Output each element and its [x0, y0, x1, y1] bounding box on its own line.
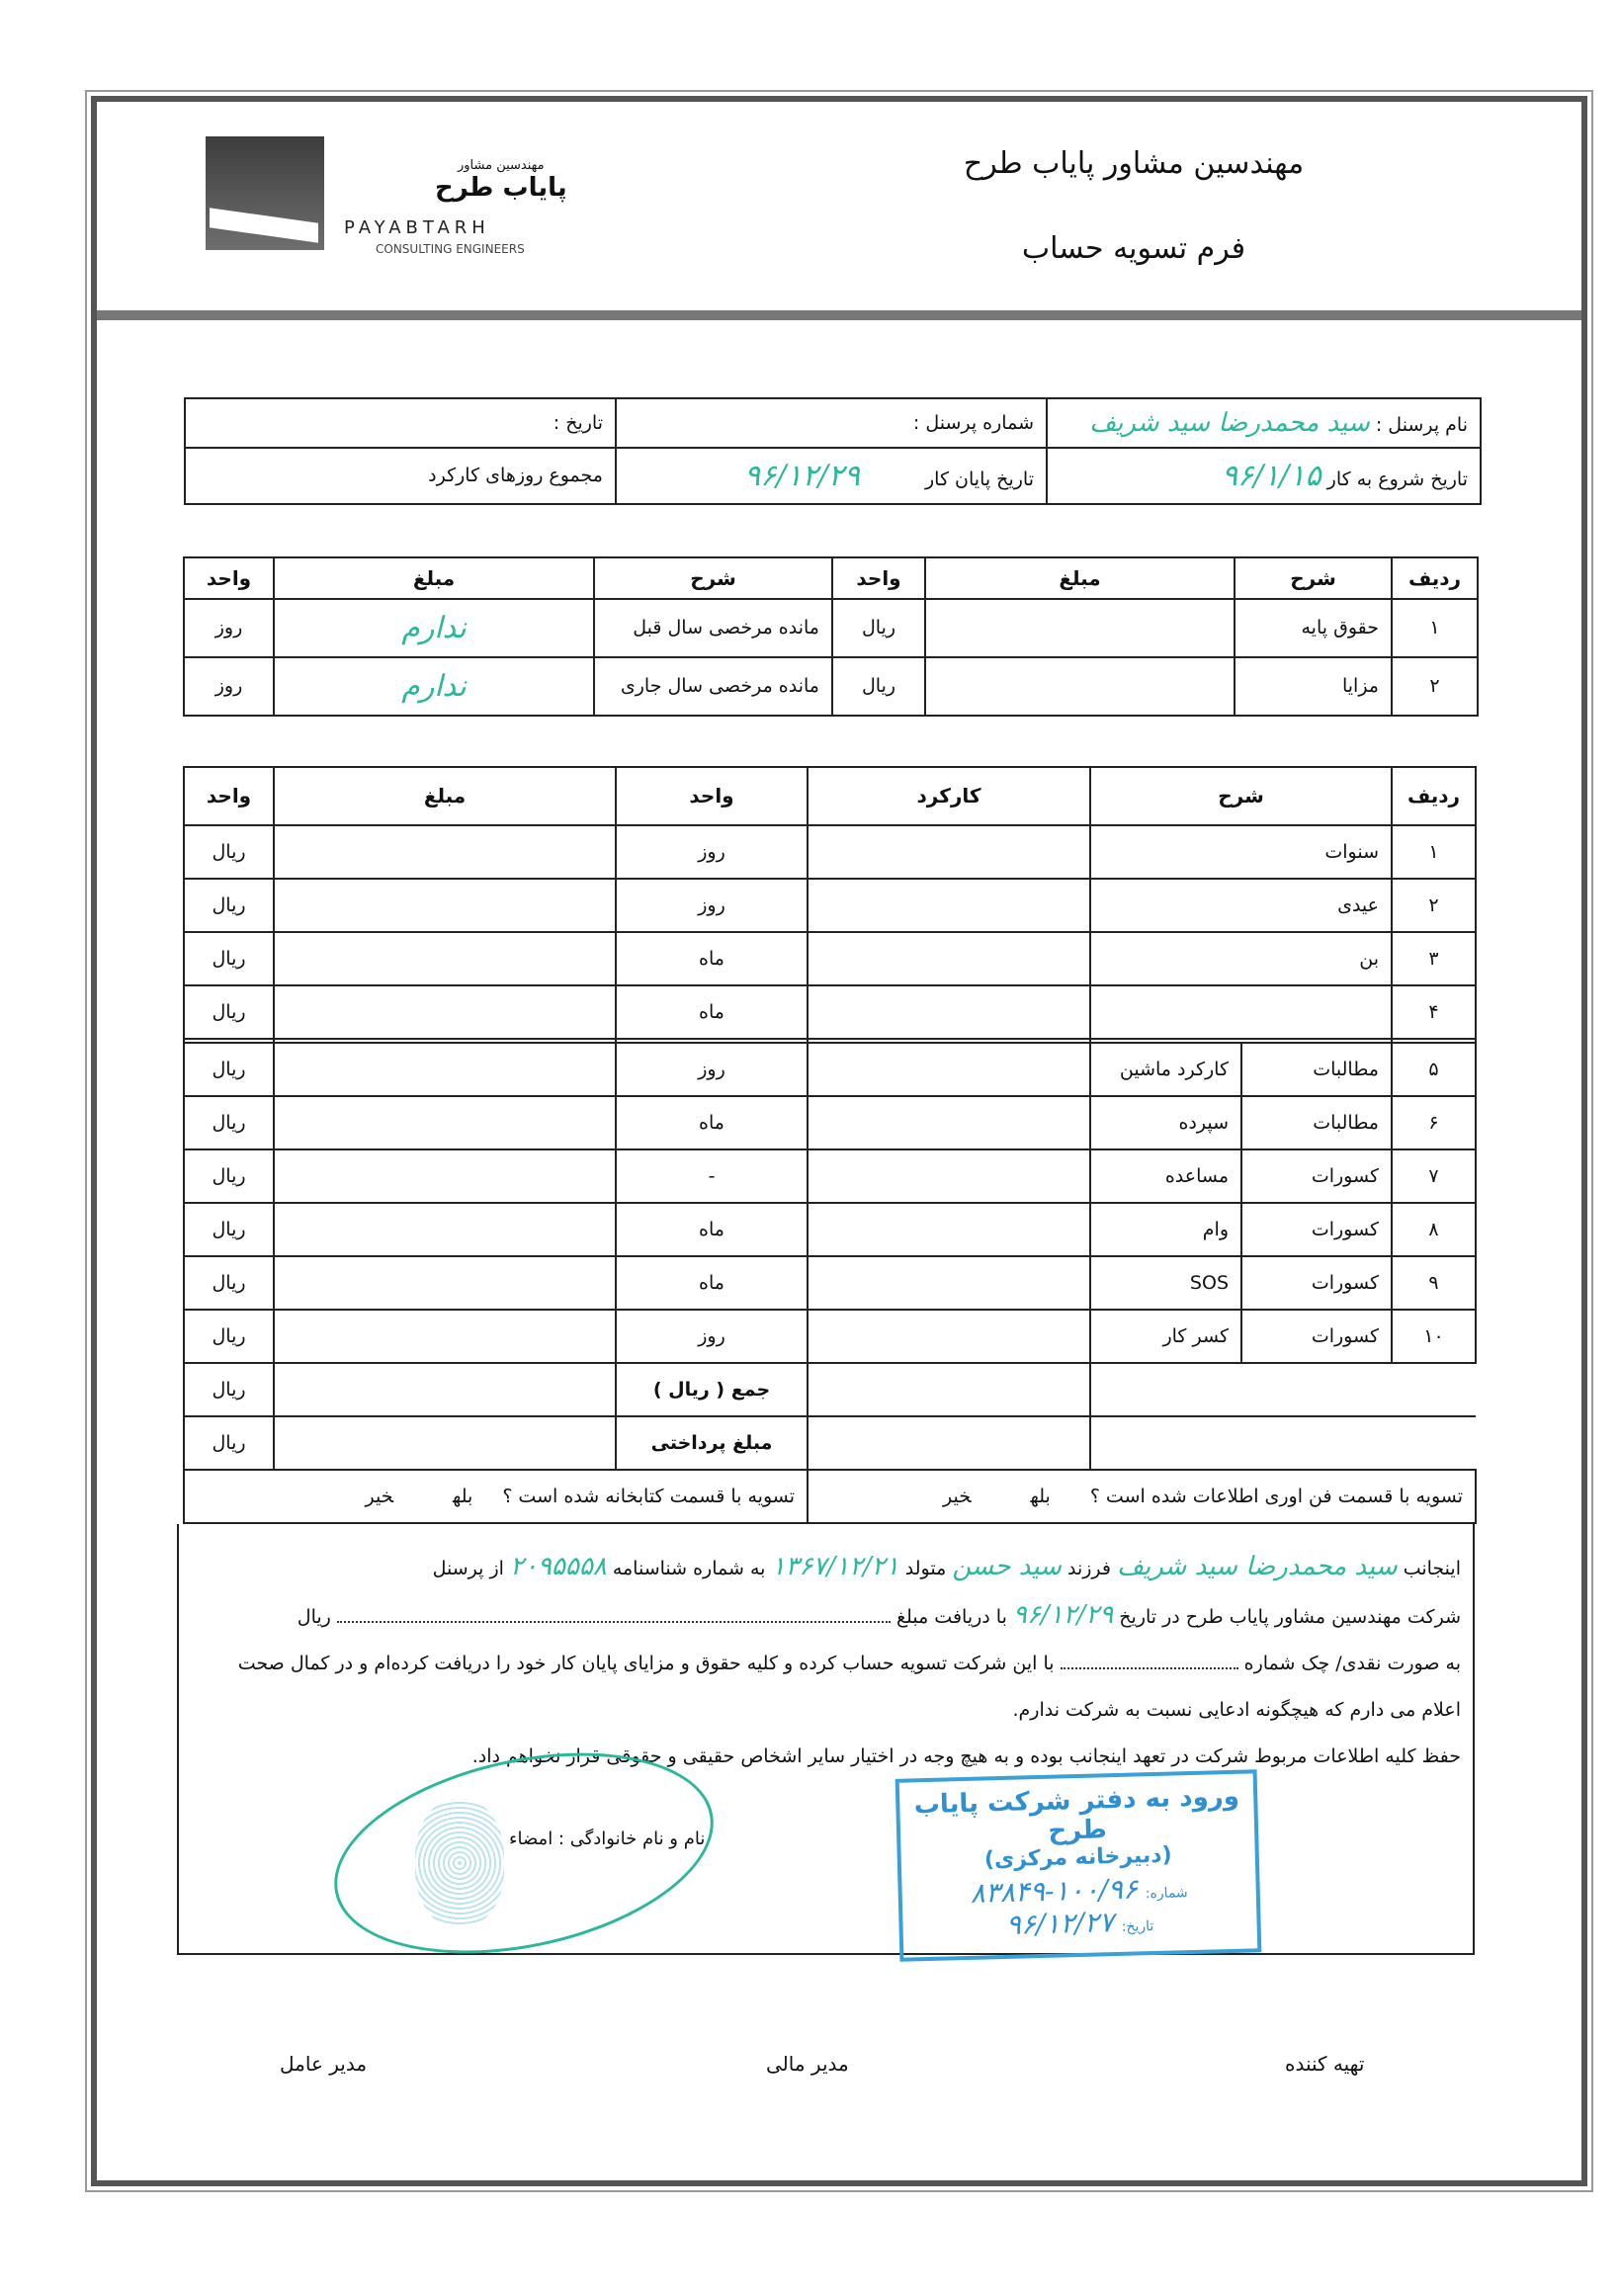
row-currency: ریال [184, 879, 274, 932]
declaration-line-4: اعلام می دارم که هیچگونه ادعایی نسبت به شرکت ندارم. [1012, 1699, 1461, 1721]
table-row [184, 1043, 1476, 1096]
row-description: سنوات [1090, 825, 1392, 879]
logo-en-sub: CONSULTING ENGINEERS [376, 242, 525, 256]
declaration-line-5: حفظ کلیه اطلاعات مربوط شرکت در تعهد اینجانب بوده و به هیچ وجه در اختیار سایر اشخاص حقیقی و حقوقی قرار نخواهم داد. [471, 1745, 1461, 1767]
row-work [808, 1149, 1090, 1203]
text: با این شرکت تسویه حساب کرده و کلیه حقوق و مزایای پایان کار خود را دریافت کرده‌ام و در کمال صحت [237, 1653, 1055, 1674]
library-question: تسویه با قسمت کتابخانه شده است ؟ [502, 1486, 795, 1507]
row-description: عیدی [1090, 879, 1392, 932]
logo-fa-small: مهندسین مشاور [458, 158, 545, 173]
it-question: تسویه با قسمت فن اوری اطلاعات شده است ؟ [1089, 1486, 1463, 1507]
stamp-number: ۱۰۰/۹۶-۸۳۸۴۹ [970, 1872, 1139, 1910]
row-amount [274, 932, 616, 985]
row-work [808, 825, 1090, 879]
column-header: شرح [1090, 767, 1392, 825]
row-work [808, 879, 1090, 932]
table-cell: ندارم [274, 599, 594, 657]
text: به صورت نقدی/ چک شماره [1243, 1653, 1461, 1674]
text: متولد [904, 1558, 947, 1579]
id-number: ۲۰۹۵۵۵۸ [510, 1552, 607, 1581]
row-unit: ماه [616, 1203, 808, 1256]
row-currency: ریال [184, 1043, 274, 1096]
row-number: ۱ [1392, 825, 1476, 879]
text: ریال [297, 1606, 331, 1628]
table-cell: ندارم [274, 657, 594, 716]
table-row [184, 657, 1478, 716]
row-description: بن [1090, 932, 1392, 985]
column-header: شرح [1235, 557, 1392, 599]
row-amount [274, 985, 616, 1039]
column-header: واحد [832, 557, 925, 599]
logo-en: PAYABTARH [344, 217, 490, 238]
personnel-no-label: شماره پرسنل : [912, 411, 1034, 434]
row-number: ۹ [1392, 1256, 1476, 1310]
end-date-value: ۹۶/۱۲/۲۹ [744, 458, 860, 493]
row-amount [274, 825, 616, 879]
column-header: مبلغ [274, 557, 594, 599]
column-header: شرح [594, 557, 832, 599]
row-amount [274, 879, 616, 932]
row-description: سپرده [1090, 1096, 1241, 1149]
end-date-cell [616, 448, 1047, 504]
row-number: ۷ [1392, 1149, 1476, 1203]
column-header: واحد [184, 557, 274, 599]
work-blank [808, 1363, 1090, 1416]
total-row-label: جمع ( ریال ) [616, 1363, 808, 1416]
spacer [1090, 1416, 1476, 1470]
personnel-no-cell [616, 398, 1047, 448]
table-cell: حقوق پایه [1235, 599, 1392, 657]
library-settlement [184, 1470, 808, 1523]
row-description [1090, 985, 1392, 1039]
signature-label: نام و نام خانوادگی : امضاء [509, 1828, 706, 1849]
stamp-date: ۹۶/۱۲/۲۷ [1005, 1906, 1115, 1941]
preparer-signature: تهیه کننده [1285, 2052, 1365, 2076]
father-name: سید حسن [952, 1552, 1062, 1581]
row-currency: ریال [184, 985, 274, 1039]
row-work [808, 1203, 1090, 1256]
table-row [184, 1149, 1476, 1203]
yes-option[interactable]: بله [1030, 1486, 1051, 1507]
row-number: ۵ [1392, 1043, 1476, 1096]
row-unit: روز [616, 1043, 808, 1096]
logo-text [435, 158, 567, 203]
text: شرکت مهندسین مشاور پایاب طرح در تاریخ [1119, 1606, 1461, 1628]
row-work [808, 932, 1090, 985]
payment-row [184, 1416, 1476, 1470]
row-work [808, 1310, 1090, 1363]
table-cell: ۲ [1392, 657, 1478, 716]
row-number: ۸ [1392, 1203, 1476, 1256]
amount-blank [274, 1416, 616, 1470]
name-label: نام پرسنل : [1375, 413, 1468, 436]
date-cell [185, 398, 616, 448]
table-row [184, 1256, 1476, 1310]
ceo-signature: مدیر عامل [280, 2052, 368, 2076]
row-category: کسورات [1241, 1256, 1392, 1310]
name-cell [1047, 398, 1481, 448]
table-row [184, 879, 1476, 932]
table-cell: مانده مرخصی سال قبل [594, 599, 832, 657]
entry-stamp [895, 1769, 1262, 1962]
table-row [184, 985, 1476, 1039]
stamp-line-1: ورود به دفتر شرکت پایاب طرح [913, 1781, 1240, 1846]
row-description: SOS [1090, 1256, 1241, 1310]
table-row [184, 1203, 1476, 1256]
row-description: کارکرد ماشین [1090, 1043, 1241, 1096]
row-work [808, 1043, 1090, 1096]
column-header: واحد [184, 767, 274, 825]
items-table [183, 766, 1477, 1524]
row-amount [274, 1203, 616, 1256]
employee-name: سید محمدرضا سید شریف [1117, 1552, 1398, 1581]
settlement-date: ۹۶/۱۲/۲۹ [1012, 1600, 1114, 1630]
row-amount [274, 1043, 616, 1096]
declaration-line-1 [191, 1544, 1461, 1592]
row-unit: ماه [616, 985, 808, 1039]
currency: ریال [184, 1363, 274, 1416]
row-unit: ماه [616, 1096, 808, 1149]
column-header: مبلغ [925, 557, 1235, 599]
row-amount [274, 1149, 616, 1203]
row-number: ۳ [1392, 932, 1476, 985]
column-header: کارکرد [808, 767, 1090, 825]
table-cell: روز [184, 599, 274, 657]
row-unit: روز [616, 879, 808, 932]
text: با دریافت مبلغ [895, 1606, 1007, 1628]
row-work [808, 1256, 1090, 1310]
start-date-label: تاریخ شروع به کار [1326, 468, 1468, 490]
row-currency: ریال [184, 1203, 274, 1256]
work-days-label: مجموع روزهای کارکرد [428, 465, 603, 487]
fingerprint [415, 1799, 504, 1927]
text: از پرسنل [432, 1558, 504, 1579]
start-date-cell [1047, 448, 1481, 504]
column-header: واحد [616, 767, 808, 825]
date-label: تاریخ : [553, 411, 603, 434]
row-category: کسورات [1241, 1310, 1392, 1363]
table-cell [925, 599, 1235, 657]
work-blank [808, 1416, 1090, 1470]
salary-header [184, 557, 1478, 599]
amount-blank [337, 1621, 891, 1623]
column-header: مبلغ [274, 767, 616, 825]
table-row [184, 1096, 1476, 1149]
declaration-line-2 [191, 1592, 1461, 1641]
work-days-cell [185, 448, 616, 504]
table-row [184, 825, 1476, 879]
row-currency: ریال [184, 825, 274, 879]
currency: ریال [184, 1416, 274, 1470]
birth-date: ۱۳۶۷/۱۲/۲۱ [771, 1552, 899, 1581]
logo-fa: پایاب طرح [435, 173, 567, 203]
finance-manager-signature: مدیر مالی [766, 2052, 849, 2076]
table-cell: ریال [832, 657, 925, 716]
text: اینجانب [1403, 1558, 1461, 1579]
row-number: ۱۰ [1392, 1310, 1476, 1363]
table-cell: ۱ [1392, 599, 1478, 657]
row-unit: - [616, 1149, 808, 1203]
table-cell [925, 657, 1235, 716]
row-description: وام [1090, 1203, 1241, 1256]
row-currency: ریال [184, 1256, 274, 1310]
row-work [808, 985, 1090, 1039]
form-title: فرم تسویه حساب [1021, 231, 1246, 266]
row-currency: ریال [184, 1149, 274, 1203]
no-option[interactable]: خیر [942, 1486, 972, 1507]
salary-table [183, 556, 1479, 717]
table-cell: ریال [832, 599, 925, 657]
amount-blank [274, 1363, 616, 1416]
text: فرزند [1067, 1558, 1112, 1579]
cheque-blank [1061, 1667, 1238, 1669]
no-option[interactable]: خیر [365, 1486, 393, 1507]
row-category: کسورات [1241, 1149, 1392, 1203]
items-header [184, 767, 1476, 825]
column-header: ردیف [1392, 767, 1476, 825]
row-unit: روز [616, 825, 808, 879]
row-description: کسر کار [1090, 1310, 1241, 1363]
table-cell: مزایا [1235, 657, 1392, 716]
row-category: مطالبات [1241, 1096, 1392, 1149]
row-number: ۶ [1392, 1096, 1476, 1149]
stamp-date-label: تاریخ: [1121, 1918, 1154, 1935]
table-row [184, 599, 1478, 657]
text: به شماره شناسنامه [612, 1558, 766, 1579]
name-value: سید محمدرضا سید شریف [1089, 407, 1370, 438]
it-settlement [808, 1470, 1476, 1523]
declaration-line-3 [191, 1641, 1461, 1687]
table-row [184, 932, 1476, 985]
stamp-line-2: (دبیرخانه مرکزی) [983, 1842, 1172, 1873]
table-cell: روز [184, 657, 274, 716]
table-cell: مانده مرخصی سال جاری [594, 657, 832, 716]
table-row [184, 1310, 1476, 1363]
spacer [1090, 1363, 1476, 1416]
row-amount [274, 1256, 616, 1310]
row-amount [274, 1096, 616, 1149]
row-unit: روز [616, 1310, 808, 1363]
row-currency: ریال [184, 1310, 274, 1363]
row-number: ۲ [1392, 879, 1476, 932]
end-date-label: تاریخ پایان کار [924, 468, 1034, 490]
row-description: مساعده [1090, 1149, 1241, 1203]
row-work [808, 1096, 1090, 1149]
payment-row-label: مبلغ پرداختی [616, 1416, 808, 1470]
row-number: ۴ [1392, 985, 1476, 1039]
yes-option[interactable]: بله [452, 1486, 473, 1507]
row-category: کسورات [1241, 1203, 1392, 1256]
personnel-info-table [184, 397, 1482, 505]
row-amount [274, 1310, 616, 1363]
stamp-number-label: شماره: [1145, 1885, 1188, 1903]
row-currency: ریال [184, 1096, 274, 1149]
total-row [184, 1363, 1476, 1416]
row-unit: ماه [616, 1256, 808, 1310]
company-name: مهندسین مشاور پایاب طرح [963, 146, 1305, 181]
row-unit: ماه [616, 932, 808, 985]
row-category: مطالبات [1241, 1043, 1392, 1096]
row-currency: ریال [184, 932, 274, 985]
header-divider [97, 310, 1581, 320]
column-header: ردیف [1392, 557, 1478, 599]
settlement-row [184, 1470, 1476, 1523]
start-date-value: ۹۶/۱/۱۵ [1221, 458, 1321, 493]
